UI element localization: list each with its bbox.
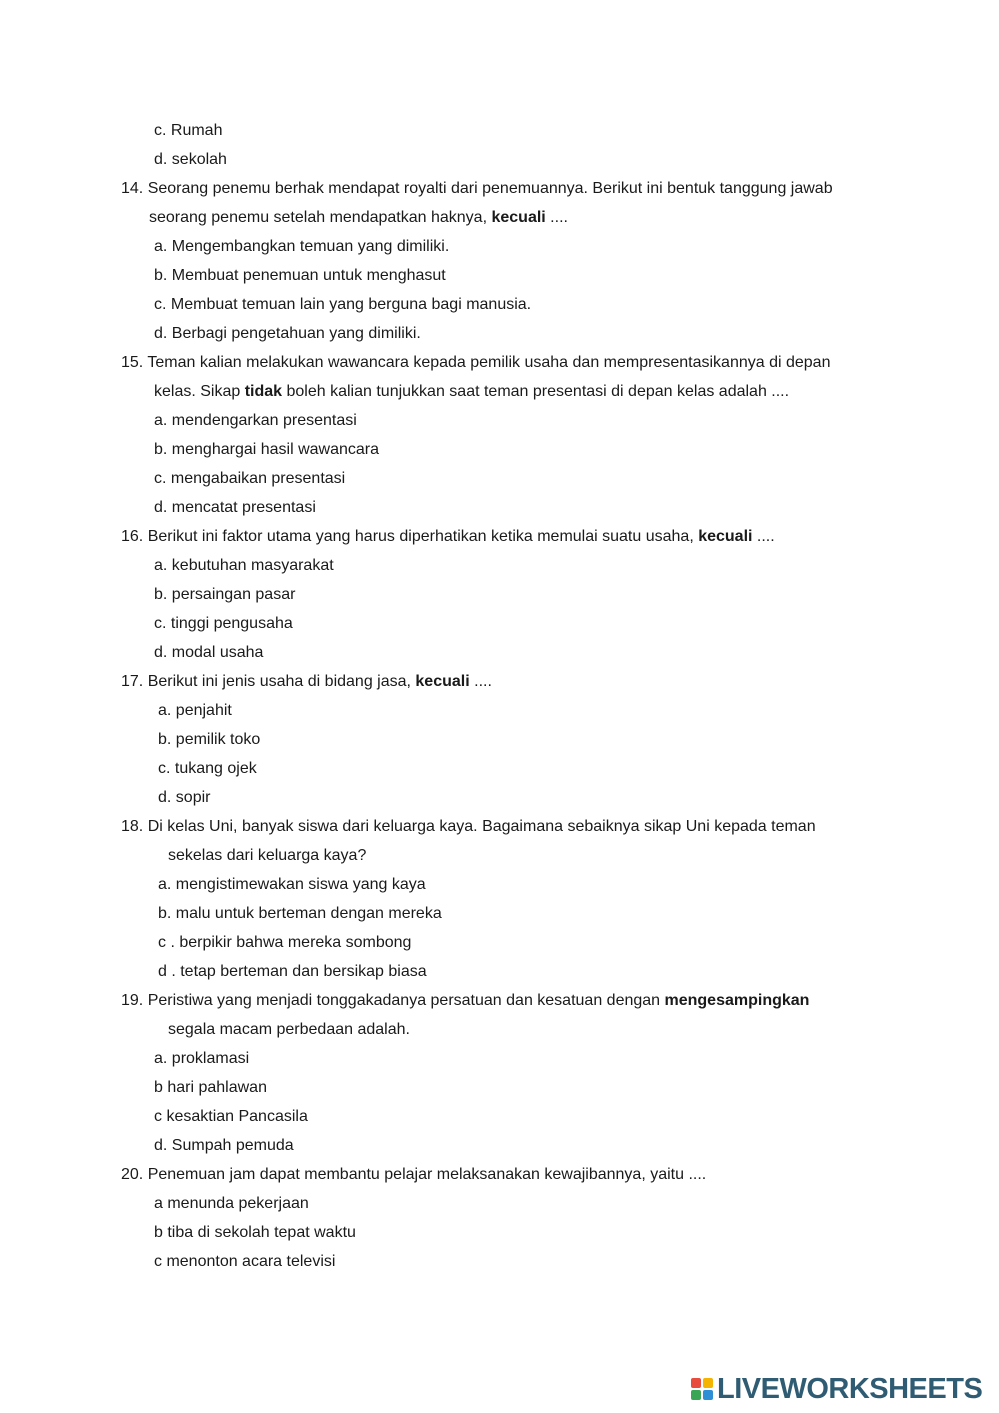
logo-square-yellow: [703, 1378, 713, 1388]
q18-text-line2: sekelas dari keluarga kaya?: [168, 847, 367, 864]
q15-text-line1: 15. Teman kalian melakukan wawancara kepada pemilik usaha dan mempresentasikannya di depan: [121, 354, 831, 371]
q17-option-b: b. pemilik toko: [158, 731, 261, 748]
q14-option-c: c. Membuat temuan lain yang berguna bagi manusia.: [154, 296, 532, 313]
liveworksheets-logo[interactable]: [691, 1374, 982, 1404]
q19-text-line1: 19. Peristiwa yang menjadi tonggakadanya persatuan dan kesatuan dengan mengesampingkan: [121, 992, 810, 1009]
q17-option-a: a. penjahit: [158, 702, 232, 719]
q20-option-a: a menunda pekerjaan: [154, 1195, 309, 1212]
q20-option-c: c menonton acara televisi: [154, 1253, 336, 1270]
logo-square-red: [691, 1378, 701, 1388]
q16-keyword: kecuali: [698, 528, 753, 545]
q19-option-c: c kesaktian Pancasila: [154, 1108, 308, 1125]
q16-option-d: d. modal usaha: [154, 644, 264, 661]
logo-square-blue: [703, 1390, 713, 1400]
q13-option-d: d. sekolah: [154, 151, 227, 168]
q17-option-d: d. sopir: [158, 789, 211, 806]
q16-text-line1: 16. Berikut ini faktor utama yang harus diperhatikan ketika memulai suatu usaha, kecuali ....: [121, 528, 775, 545]
q18-text-line1: 18. Di kelas Uni, banyak siswa dari keluarga kaya. Bagaimana sebaiknya sikap Uni kepada teman: [121, 818, 816, 835]
q19-option-d: d. Sumpah pemuda: [154, 1137, 294, 1154]
q15-option-d: d. mencatat presentasi: [154, 499, 316, 516]
q20-option-b: b tiba di sekolah tepat waktu: [154, 1224, 356, 1241]
q14-option-a: a. Mengembangkan temuan yang dimiliki.: [154, 238, 450, 255]
q13-option-c: c. Rumah: [154, 122, 223, 139]
q15-keyword: tidak: [244, 383, 283, 400]
q19-option-b: b hari pahlawan: [154, 1079, 267, 1096]
q14-option-d: d. Berbagi pengetahuan yang dimiliki.: [154, 325, 421, 342]
q15-option-c: c. mengabaikan presentasi: [154, 470, 346, 487]
q19-text-line2: segala macam perbedaan adalah.: [168, 1021, 410, 1038]
q16-option-b: b. persaingan pasar: [154, 586, 296, 603]
q15-text-line2: kelas. Sikap tidak boleh kalian tunjukkan saat teman presentasi di depan kelas adalah ....: [154, 383, 790, 400]
liveworksheets-logo-icon: [691, 1378, 713, 1400]
q18-option-b: b. malu untuk berteman dengan mereka: [158, 905, 442, 922]
q14-text-line2: seorang penemu setelah mendapatkan haknya, kecuali ....: [149, 209, 568, 226]
q14-option-b: b. Membuat penemuan untuk menghasut: [154, 267, 446, 284]
q16-option-c: c. tinggi pengusaha: [154, 615, 293, 632]
q17-keyword: kecuali: [415, 673, 470, 690]
q15-option-a: a. mendengarkan presentasi: [154, 412, 357, 429]
q16-option-a: a. kebutuhan masyarakat: [154, 557, 334, 574]
q14-text-line1: 14. Seorang penemu berhak mendapat royalti dari penemuannya. Berikut ini bentuk tanggung jawab: [121, 180, 833, 197]
q19-keyword: mengesampingkan: [664, 992, 810, 1009]
q18-option-d: d . tetap berteman dan bersikap biasa: [158, 963, 427, 980]
q17-text-line1: 17. Berikut ini jenis usaha di bidang jasa, kecuali ....: [121, 673, 492, 690]
q19-option-a: a. proklamasi: [154, 1050, 250, 1067]
q17-option-c: c. tukang ojek: [158, 760, 257, 777]
logo-square-green: [691, 1390, 701, 1400]
q20-text-line1: 20. Penemuan jam dapat membantu pelajar melaksanakan kewajibannya, yaitu ....: [121, 1166, 707, 1183]
q14-keyword: kecuali: [491, 209, 546, 226]
q15-option-b: b. menghargai hasil wawancara: [154, 441, 380, 458]
liveworksheets-logo-text: LIVEWORKSHEETS: [717, 1372, 983, 1405]
q18-option-c: c . berpikir bahwa mereka sombong: [158, 934, 412, 951]
q18-option-a: a. mengistimewakan siswa yang kaya: [158, 876, 426, 893]
